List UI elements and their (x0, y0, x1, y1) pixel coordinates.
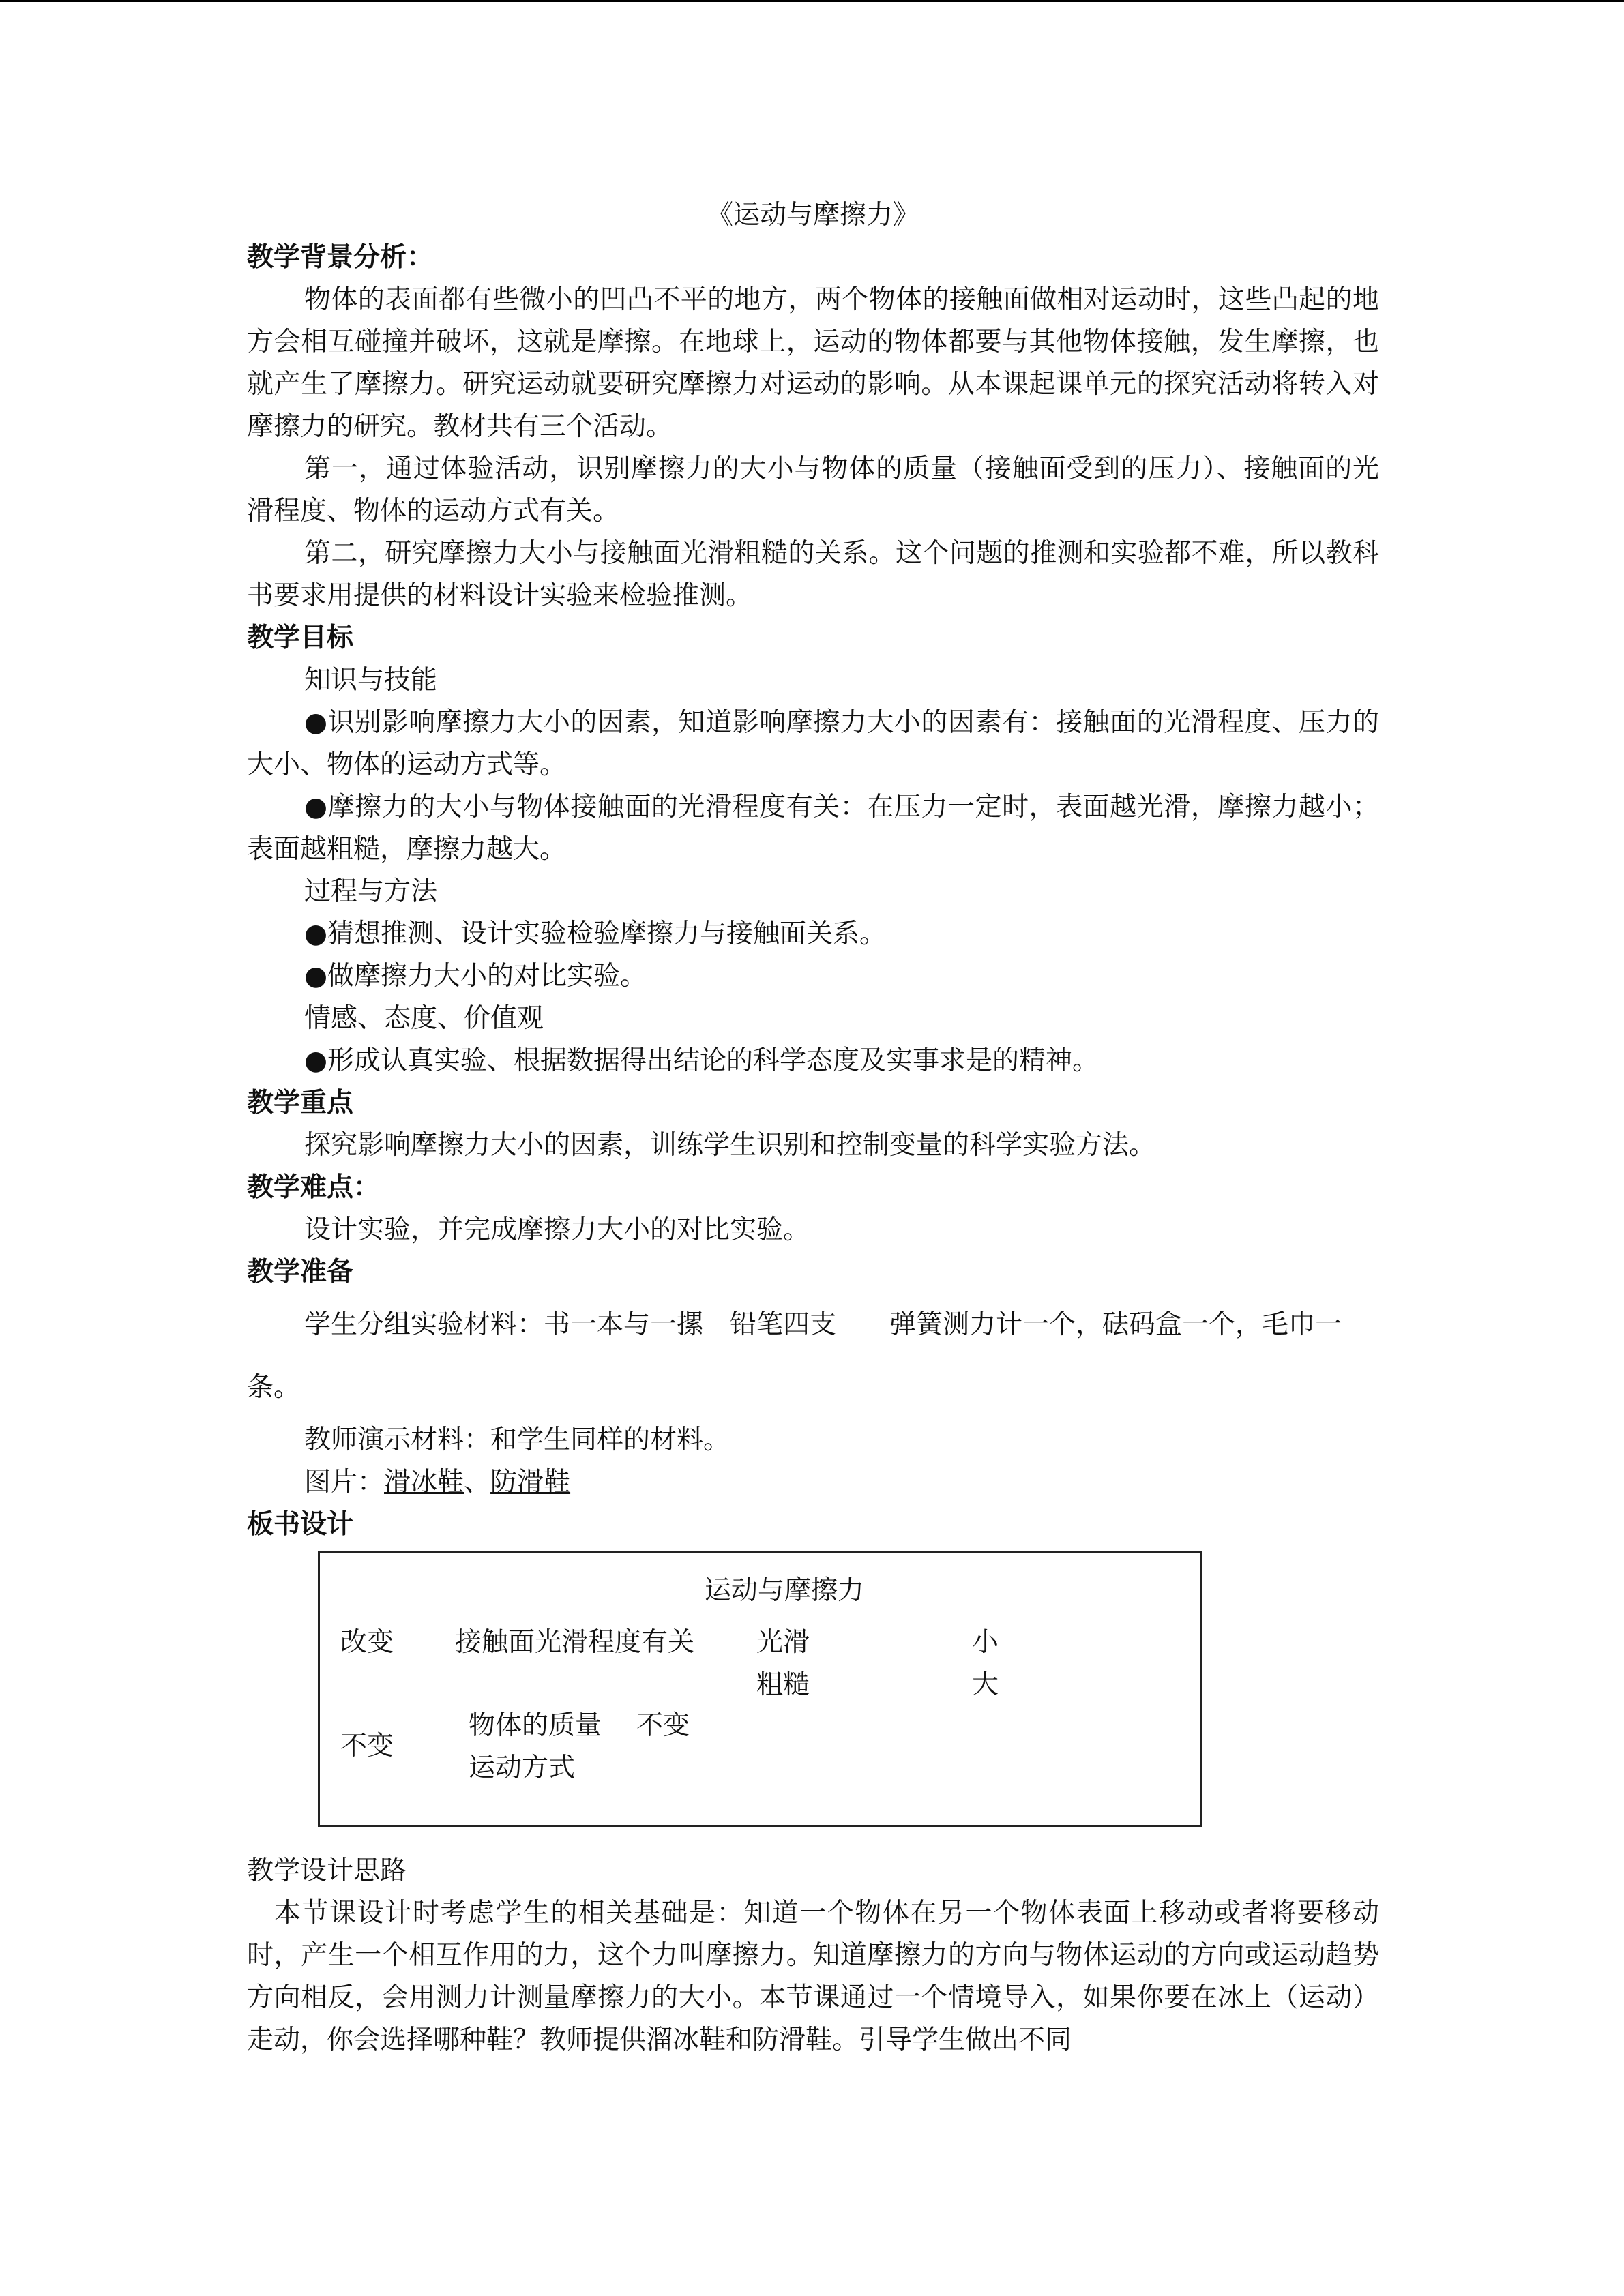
goals-heading: 教学目标 (247, 623, 354, 653)
background-paragraph-2: 第一，通过体验活动，识别摩擦力的大小与物体的质量（接触面受到的压力）、接触面的光滑程度、物体的运动方式有关。 (247, 453, 1379, 526)
board-change-label: 改变 (340, 1627, 394, 1658)
board-design-box (318, 1551, 1202, 1827)
pictures-line (247, 1461, 1379, 1504)
knowledge-subtitle: 知识与技能 (304, 665, 438, 696)
board-mass-status: 不变 (636, 1710, 690, 1741)
preparation-heading: 教学准备 (247, 1257, 354, 1287)
board-heading: 板书设计 (247, 1509, 354, 1540)
pictures-separator: 、 (464, 1467, 491, 1497)
process-item-2: ●做摩擦力大小的对比实验。 (304, 961, 647, 992)
process-subtitle: 过程与方法 (304, 876, 438, 907)
document-page (247, 194, 1379, 2061)
page-top-border (0, 0, 1624, 2)
board-smooth: 光滑 (756, 1627, 810, 1658)
document-title: 《运动与摩擦力》 (706, 200, 919, 230)
key-point-text: 探究影响摩擦力大小的因素，训练学生识别和控制变量的科学实验方法。 (304, 1130, 1156, 1161)
background-heading: 教学背景分析： (247, 242, 434, 273)
pictures-label: 图片： (304, 1467, 385, 1497)
emotion-subtitle: 情感、态度、价值观 (304, 1003, 544, 1034)
board-unchanged-label: 不变 (340, 1731, 394, 1761)
student-materials: 学生分组实验材料：书一本与一摞 铅笔四支 弹簧测力计一个，砝码盒一个，毛巾一条。 (247, 1309, 1342, 1403)
board-mass: 物体的质量 (469, 1710, 602, 1741)
background-paragraph-3: 第二，研究摩擦力大小与接触面光滑粗糙的关系。这个问题的推测和实验都不难，所以教科书要求用提供的材料设计实验来检验推测。 (247, 538, 1379, 611)
process-item-1: ●猜想推测、设计实验检验摩擦力与接触面关系。 (304, 919, 887, 949)
board-rough: 粗糙 (756, 1669, 810, 1700)
knowledge-item-2: ●摩擦力的大小与物体接触面的光滑程度有关：在压力一定时，表面越光滑，摩擦力越小；表面越粗糙，摩擦力越大。 (247, 792, 1379, 865)
board-small: 小 (972, 1627, 999, 1658)
difficulty-heading: 教学难点： (247, 1172, 381, 1203)
board-title: 运动与摩擦力 (705, 1575, 865, 1606)
knowledge-item-1: ●识别影响摩擦力大小的因素，知道影响摩擦力大小的因素有：接触面的光滑程度、压力的大小、物体的运动方式等。 (247, 707, 1379, 780)
board-big: 大 (972, 1669, 999, 1700)
design-paragraph: 本节课设计时考虑学生的相关基础是：知道一个物体在另一个物体表面上移动或者将要移动时，产生一个相互作用的力，这个力叫摩擦力。知道摩擦力的方向与物体运动的方向或运动趋势方向相反，会用测力计测量摩擦力的大小。本节课通过一个情境导入，如果你要在冰上（运动）走动，你会选择哪种鞋？教师提供溜冰鞋和防滑鞋。引导学生做出不同 (247, 1898, 1379, 2055)
emotion-item-1: ●形成认真实验、根据数据得出结论的科学态度及实事求是的精神。 (304, 1045, 1099, 1076)
board-motion: 运动方式 (469, 1753, 576, 1783)
board-change-factor: 接触面光滑程度有关 (455, 1627, 695, 1658)
key-point-heading: 教学重点 (247, 1088, 354, 1118)
picture-link-skates[interactable]: 滑冰鞋 (384, 1467, 464, 1497)
teacher-materials: 教师演示材料：和学生同样的材料。 (304, 1425, 730, 1455)
picture-link-antislip-shoes[interactable]: 防滑鞋 (490, 1467, 571, 1497)
background-paragraph-1: 物体的表面都有些微小的凹凸不平的地方，两个物体的接触面做相对运动时，这些凸起的地方会相互碰撞并破坏，这就是摩擦。在地球上，运动的物体都要与其他物体接触，发生摩擦，也就产生了摩擦力。研究运动就要研究摩擦力对运动的影响。从本课起课单元的探究活动将转入对摩擦力的研究。教材共有三个活动。 (247, 284, 1379, 442)
design-heading: 教学设计思路 (247, 1855, 407, 1886)
difficulty-text: 设计实验，并完成摩擦力大小的对比实验。 (304, 1214, 810, 1245)
